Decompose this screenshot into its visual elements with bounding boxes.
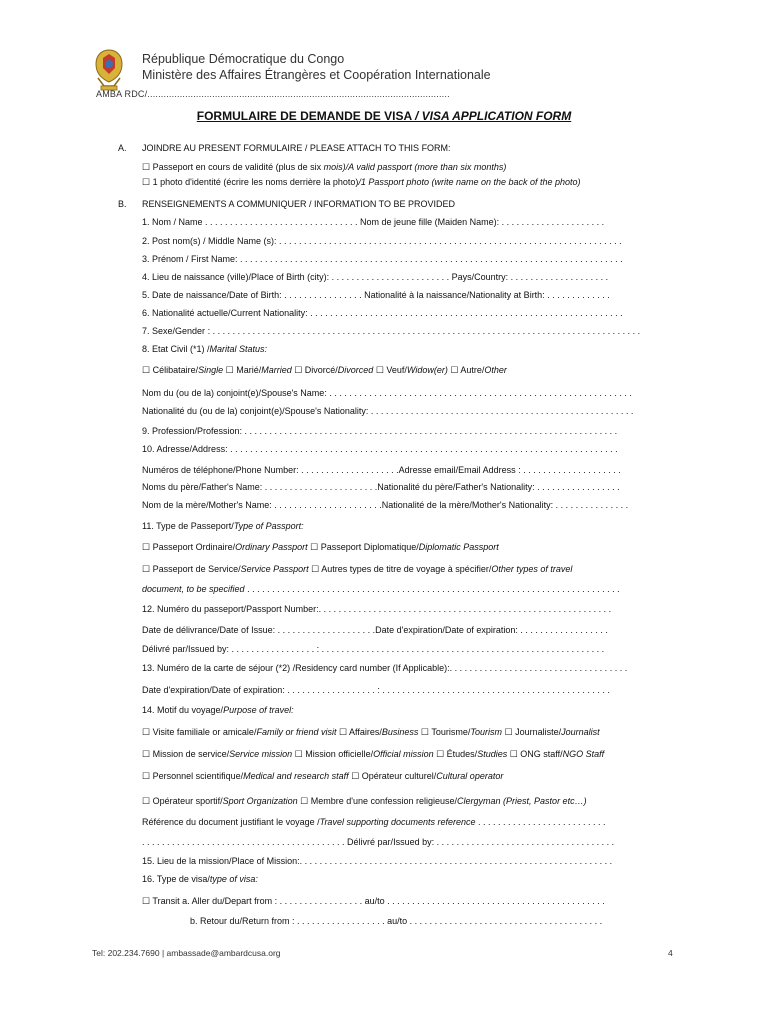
form-field-text: : . . . . . . . . . . . . . . . . . . . . . . . . . . . . . . . . . . . . xyxy=(431,837,615,847)
form-field-row xyxy=(142,290,610,300)
form-field-text: Purpose of travel: xyxy=(223,705,294,715)
form-field-text: ☐ Études/ xyxy=(433,749,478,759)
form-field-text: 2. Post nom(s) / Middle Name (s): . . . . . . . . . . . . . . . . . . . . . . . . . . . . . . . . . . . . . . . . . . . . . . . . . . . . . . . . . . . . . . . . . . . . . xyxy=(142,236,622,246)
form-field-row xyxy=(142,604,611,614)
form-field-row xyxy=(142,896,605,907)
form-field-text: Date de délivrance/ xyxy=(142,625,220,635)
form-field-row xyxy=(142,584,620,594)
form-field-text: Address xyxy=(192,444,226,454)
form-field-text: mois)/A valid passport (more than six months) xyxy=(323,162,507,172)
form-field-text: Medical and research staff xyxy=(243,771,349,781)
form-field-row xyxy=(142,217,604,227)
form-field-text: Return from xyxy=(242,916,290,926)
form-field-text: ☐ Divorcé/ xyxy=(291,365,338,375)
form-field-text: ☐ Mission officielle/ xyxy=(292,749,374,759)
form-field-text: Nationalité du (ou de la) conjoint(e)/ xyxy=(142,406,285,416)
form-field-text: ☐ Passeport en cours de validité (plus de six xyxy=(142,162,324,172)
form-field-row xyxy=(142,749,604,760)
form-field-text: Mother's Nationality xyxy=(471,500,551,510)
form-field-text: 16. Type de visa/ xyxy=(142,874,210,884)
section-a-letter: A. xyxy=(118,143,127,153)
form-field-text: Single xyxy=(198,365,224,375)
form-field-text: Date of expiration xyxy=(211,685,283,695)
form-field-row xyxy=(142,625,608,635)
form-title-fr: FORMULAIRE DE DEMANDE DE VISA xyxy=(196,109,415,123)
form-field-text: Date of expiration xyxy=(444,625,516,635)
form-field-text: Family or friend visit xyxy=(256,727,337,737)
form-field-text: ☐ Veuf/ xyxy=(373,365,407,375)
form-field-text: : . . . . . . . . . . . . . . . . . . : . . . . . . . . . . . . . . . . . . . . . . . . . . . . . . . . . . . . . . . . . . . . . . xyxy=(282,685,610,695)
section-a-title: JOINDRE AU PRESENT FORMULAIRE / PLEASE ATTACH TO THIS FORM: xyxy=(142,143,451,153)
form-field-row xyxy=(190,916,602,926)
form-field-text: ☐ Passeport de Service/ xyxy=(142,564,241,574)
form-field-text: Nom du (ou de la) conjoint(e)/ xyxy=(142,388,262,398)
header-ministry: Ministère des Affaires Étrangères et Coopération Internationale xyxy=(142,68,491,82)
form-field-text: Place of Mission xyxy=(231,856,298,866)
coat-of-arms-icon xyxy=(92,48,126,94)
form-field-text: : . . . . . . . . . . . . . . . . . . . . . . . . . . . . . . . . . . . . . . . . . . . . . . . . . . . . . . . . . . . . . xyxy=(324,388,632,398)
form-field-text: Date of Issue xyxy=(219,625,273,635)
form-title xyxy=(0,109,768,123)
form-field-text: : . . . . . . . . . . . . . . . xyxy=(550,500,629,510)
form-field-text: ☐ ONG staff/ xyxy=(507,749,563,759)
form-field-text: Married xyxy=(261,365,292,375)
form-field-text: Email Address xyxy=(458,465,516,475)
form-field-text: . . . . . . . . . . . . . . . . . . . . . . . . . . . . . . . . . . . . . . . . . Délivré par/ xyxy=(142,837,394,847)
form-field-text: Date d'expiration/ xyxy=(142,685,212,695)
form-field-text: Current Nationality xyxy=(230,308,306,318)
form-field-row xyxy=(142,796,587,807)
form-field-row xyxy=(142,564,572,575)
form-field-text: 13. Numéro de la carte de séjour (*2) / xyxy=(142,663,296,673)
form-field-text: b. Retour du/ xyxy=(190,916,243,926)
form-field-text: : . . . . . . . . . . . . . . . . . . . . . . . . . . . . . . . . . . . . . . . . . . . . . . . . . . . . . . . . . . . . . . . . . . . . . . . . . . . . . . xyxy=(225,444,618,454)
form-field-text: ☐ Marié/ xyxy=(223,365,262,375)
form-field-text: Clergyman (Priest, Pastor etc…) xyxy=(457,796,587,806)
form-field-row xyxy=(142,406,633,416)
form-field-text: /1 Passport photo (write name on the back of the photo) xyxy=(358,177,581,187)
form-field-text: Référence du document justifiant le voyage / xyxy=(142,817,320,827)
form-field-row xyxy=(142,272,608,282)
form-field-text: Travel supporting documents reference xyxy=(319,817,476,827)
form-field-text: 14. Motif du voyage/ xyxy=(142,705,224,715)
form-field-text: document, to be specified xyxy=(142,584,245,594)
form-field-text: Passport Number xyxy=(246,604,317,614)
form-field-text: ☐ Visite familiale or amicale/ xyxy=(142,727,257,737)
form-field-text: ☐ Opérateur sportif/ xyxy=(142,796,223,806)
form-field-text: ☐ Autre/ xyxy=(447,365,485,375)
form-field-text: Diplomatic Passport xyxy=(418,542,499,552)
form-field-text: :. . . . . . . . . . . . . . . . . . . . . . . . . . . . . . . . . . . . xyxy=(447,663,628,673)
form-field-text: :. . . . . . . . . . . . . . . . . . . . . . . . . . . . . . . . . . . . . . . . . . . . . . . . . . . . . . . . . . . xyxy=(316,604,612,614)
form-field-text: NGO Staff xyxy=(562,749,605,759)
form-field-text: Gender xyxy=(175,326,206,336)
form-field-text: : . . . . . . . . . . . . . . . . . . . . . . .Nationalité du père/ xyxy=(259,482,456,492)
form-field-text: : . . . . . . . . . . . . . . . . . xyxy=(532,482,620,492)
form-field-row xyxy=(142,308,623,318)
form-field-row xyxy=(142,542,499,553)
form-field-text: Other types of travel xyxy=(491,564,573,574)
form-field-text: :. . . . . . . . . . . . . . . . . . . . . . . . . . . . . . . . . . . . . . . . . . . . . . . . . . . . . . . . . . . . . . . xyxy=(297,856,613,866)
form-field-text: Father's Nationality xyxy=(455,482,533,492)
form-field-row xyxy=(142,685,610,695)
form-field-row xyxy=(142,254,623,264)
form-field-row xyxy=(142,426,617,436)
form-field-row xyxy=(142,521,304,531)
form-field-text: Cultural operator xyxy=(436,771,504,781)
form-field-text: : . . . . . . . . . . . . . . . . . . au/to . . . . . . . . . . . . . . . . . . . . . . . . . . . . . . . . . . . . . . . xyxy=(289,916,603,926)
form-field-text: Spouse's Name xyxy=(261,388,325,398)
form-field-text: ☐ Célibataire/ xyxy=(142,365,199,375)
form-field-text: 10. Adresse/ xyxy=(142,444,193,454)
form-field-text: ☐ Journaliste/ xyxy=(502,727,562,737)
form-field-text: 4. Lieu de naissance (ville)/Place of Birth (city): . . . . . . . . . . . . . . . . . . . . . . . . Pays/Country: . . . . . . . . . . . . . . . . . . . . xyxy=(142,272,609,282)
form-field-text: : . . . . . . . . . . . . . . . . . . . .Date d'expiration/ xyxy=(272,625,445,635)
form-field-row xyxy=(142,236,622,246)
form-field-text: Service mission xyxy=(229,749,293,759)
form-field-text: : . . . . . . . . . . . . . . . . . . . . . . . . . . . . . . . . . . . . . . . . . . . . . . . . . . . . . xyxy=(365,406,634,416)
form-field-text: ☐ Personnel scientifique/ xyxy=(142,771,244,781)
form-field-row xyxy=(142,856,612,866)
form-field-text: ☐ Autres types de titre de voyage à spécifier/ xyxy=(308,564,492,574)
form-field-text: : . . . . . . . . . . . . . . . . . . . .Adresse email/ xyxy=(296,465,459,475)
form-field-text: Other xyxy=(484,365,507,375)
form-field-text: Residency card number (If Applicable) xyxy=(295,663,448,673)
form-field-text: 8. Etat Civil (*1) / xyxy=(142,344,210,354)
form-field-text: : . . . . . . . . . . . . . . . . . au/to . . . . . . . . . . . . . . . . . . . . . . . . . . . . . . . . . . . . . . . . . . . . xyxy=(272,896,605,906)
form-field-row xyxy=(142,663,627,673)
form-field-row xyxy=(142,388,632,398)
form-field-text: Spouse's Nationality xyxy=(284,406,366,416)
header-country: République Démocratique du Congo xyxy=(142,52,345,66)
form-field-text: Ordinary Passport xyxy=(235,542,308,552)
form-field-row xyxy=(142,162,506,173)
form-field-text: Sport Organization xyxy=(222,796,298,806)
form-field-text: Noms du père/ xyxy=(142,482,202,492)
section-b-letter: B. xyxy=(118,199,127,209)
form-field-text: Depart from xyxy=(224,896,273,906)
form-field-text: 12. Numéro du passeport/ xyxy=(142,604,247,614)
form-field-row xyxy=(142,727,600,738)
footer-contact: Tel: 202.234.7690 | ambassade@ambardcusa.org xyxy=(92,948,281,958)
form-field-text: Phone Number xyxy=(235,465,297,475)
form-field-text: 15. Lieu de la mission/ xyxy=(142,856,232,866)
form-field-text: Marital Status: xyxy=(209,344,268,354)
form-field-text: ☐ Passeport Diplomatique/ xyxy=(307,542,419,552)
form-field-text: ☐ Membre d'une confession religieuse/ xyxy=(297,796,458,806)
form-field-text: ☐ Tourisme/ xyxy=(418,727,471,737)
form-field-row xyxy=(142,874,258,884)
form-field-text: ☐ Affaires/ xyxy=(336,727,382,737)
form-field-text: 6. Nationalité actuelle/ xyxy=(142,308,231,318)
form-field-text: : . . . . . . . . . . . . . . . . . . . . xyxy=(515,465,621,475)
form-field-text: Widow(er) xyxy=(406,365,448,375)
form-field-text: Tourism xyxy=(470,727,503,737)
form-field-text: : . . . . . . . . . . . . . . . . . : . . . . . . . . . . . . . . . . . . . . . . . . . . . . . . . . . . . . . . . . . . . . . . . . . . . . . . . . . xyxy=(226,644,605,654)
form-field-text: : . . . . . . . . . . . . . . . . . . . . . . . . . . . . . . . . . . . . . . . . . . . . . . . . . . . . . . . . . . . . . . . . . . . . . . . . . . . . . . . . . . . . . . xyxy=(205,326,641,336)
form-field-text: Nom de la mère/Mother's Name: . . . . . . . . . . . . . . . . . . . . . .Nationalité de la mère/ xyxy=(142,500,472,510)
form-field-text: ☐ Passeport Ordinaire/ xyxy=(142,542,236,552)
form-field-text: . . . . . . . . . . . . . . . . . . . . . . . . . . . . . . . . . . . . . . . . . . . . . . . . . . . . . . . . . . . . . . . . . . . . . . . . . . . xyxy=(244,584,620,594)
form-field-row xyxy=(142,500,628,510)
form-field-row xyxy=(142,837,614,847)
form-field-row xyxy=(142,465,621,475)
form-field-text: 9. Profession/Profession: . . . . . . . . . . . . . . . . . . . . . . . . . . . . . . . . . . . . . . . . . . . . . . . . . . . . . . . . . . . . . . . . . . . . . . . . . . . xyxy=(142,426,618,436)
form-field-text: ☐ Transit a. Aller du/ xyxy=(142,896,225,906)
form-field-row xyxy=(142,771,503,782)
form-field-text: Délivré par/ xyxy=(142,644,189,654)
form-field-text: ☐ Opérateur culturel/ xyxy=(348,771,437,781)
form-field-text: Issued by xyxy=(188,644,227,654)
form-field-row xyxy=(142,344,267,354)
form-field-text: 7. Sexe/ xyxy=(142,326,176,336)
section-b-title: RENSEIGNEMENTS A COMMUNIQUER / INFORMATION TO BE PROVIDED xyxy=(142,199,456,209)
form-field-text: : . . . . . . . . . . . . . . . . . . . . . . . . . . . . . . . . . . . . . . . . . . . . . . . . . . . . . . . . . . . . . . . xyxy=(305,308,623,318)
form-field-text: Numéros de téléphone/ xyxy=(142,465,236,475)
form-field-text: Issued by xyxy=(393,837,432,847)
form-field-row xyxy=(142,482,620,492)
form-field-text: 11. Type de Passeport/ xyxy=(142,521,234,531)
form-field-text: Type of Passport: xyxy=(233,521,304,531)
form-field-text: ☐ Mission de service/ xyxy=(142,749,230,759)
header-reference: AMBA RDC/................................................................................................................ xyxy=(96,89,450,99)
coat-of-arms-logo xyxy=(92,48,126,94)
form-title-en: / VISA APPLICATION FORM xyxy=(415,109,572,123)
form-field-row xyxy=(142,705,294,715)
form-field-text: ☐ 1 photo d'identité (écrire les noms derrière la photo) xyxy=(142,177,359,187)
form-field-text: . . . . . . . . . . . . . . . . . . . . . . . . . . xyxy=(475,817,606,827)
form-field-text: Father's Name xyxy=(201,482,260,492)
form-field-text: Official mission xyxy=(373,749,434,759)
form-field-text: 5. Date de naissance/Date of Birth: . . . . . . . . . . . . . . . . Nationalité à la naissance/Nationality at Birth: . . . . . . . . . . . . . xyxy=(142,290,610,300)
form-field-row xyxy=(142,326,640,336)
form-field-row xyxy=(142,177,581,188)
form-field-text: Service Passport xyxy=(240,564,309,574)
form-field-text: 1. Nom / Name . . . . . . . . . . . . . . . . . . . . . . . . . . . . . . . Nom de jeune fille (Maiden Name): . . . . . . . . . . . . . . . . . . . . . xyxy=(142,217,605,227)
form-field-text: Studies xyxy=(477,749,508,759)
form-field-row xyxy=(142,817,606,827)
form-field-text: type of visa: xyxy=(209,874,258,884)
form-field-text: Divorced xyxy=(337,365,374,375)
form-field-row xyxy=(142,365,507,376)
page-number: 4 xyxy=(668,948,673,958)
form-field-row xyxy=(142,444,618,454)
form-field-row xyxy=(142,644,604,654)
form-field-text: 3. Prénom / First Name: . . . . . . . . . . . . . . . . . . . . . . . . . . . . . . . . . . . . . . . . . . . . . . . . . . . . . . . . . . . . . . . . . . . . . . . . . . . . . xyxy=(142,254,623,264)
form-field-text: Journalist xyxy=(561,727,600,737)
form-field-text: Business xyxy=(381,727,419,737)
form-field-text: : . . . . . . . . . . . . . . . . . . xyxy=(515,625,608,635)
